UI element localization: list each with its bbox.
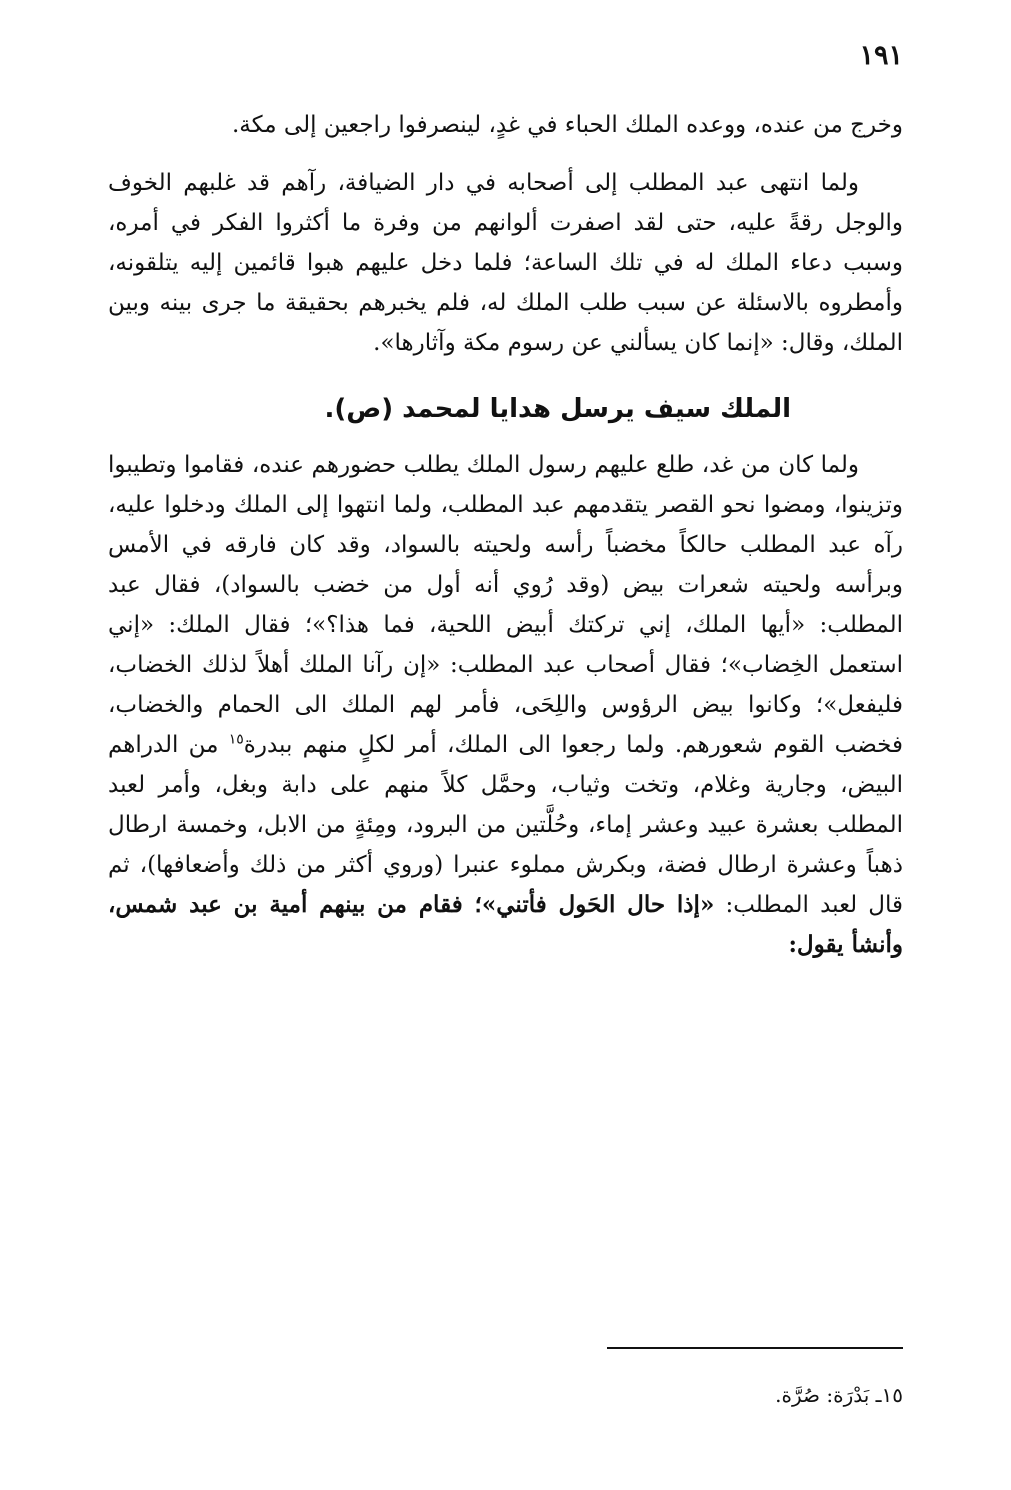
king-quote: «إذا حال الحَول فأتني» bbox=[481, 891, 715, 918]
footnote-reference: ١٥ bbox=[228, 731, 244, 748]
paragraph-arrival: ولما انتهى عبد المطلب إلى أصحابه في دار الضيافة، رآهم قد غلبهم الخوف والوجل رقةً عليه، حتى لقد اصفرت ألوانهم من وفرة ما أكثروا الفكر في أمره، وسبب دعاء الملك له في تلك الساعة؛ فلما دخل عليهم هبوا قائمين إليه يتلقونه، وأمطروه بالاسئلة عن سبب طلب الملك له، فلم يخبرهم بحقيقة ما جرى بينه وبين الملك، وقال: «إنما كان يسألني عن رسوم مكة وآثارها». bbox=[108, 170, 903, 356]
footnote: ١٥ـ بَدْرَة: صُرَّة. bbox=[775, 1383, 903, 1407]
paragraph-gifts-part-1: ولما كان من غد، طلع عليهم رسول الملك يطلب حضورهم عنده، فقاموا وتطيبوا وتزينوا، ومضوا نحو القصر يتقدمهم عبد المطلب، ولما انتهوا إلى الملك ودخلوا عليه، رآه عبد المطلب حالكاً مخضباً رأسه ولحيته بالسواد، وقد كان فارقه في الأمس وبرأسه ولحيته شعرات بيض (وقد رُوي أنه أول من خضب بالسواد)، فقال عبد المطلب: «أيها الملك، إني تركتك أبيض اللحية، فما هذا؟»؛ فقال الملك: «إني استعمل الخِضاب»؛ فقال أصحاب عبد المطلب: «إن رآنا الملك أهلاً لذلك الخضاب، فليفعل»؛ وكانوا بيض الرؤوس واللِحَى، فأمر لهم الملك الى الحمام والخضاب، فخضب القوم شعورهم. ولما رجعوا الى الملك، أمر لكلٍ منهم ببدرة bbox=[108, 452, 903, 758]
body-text bbox=[108, 105, 903, 965]
paragraph-gifts-part-2: من الدراهم البيض، وجارية وغلام، وتخت وثياب، وحمَّل كلاً منهم على دابة وبغل، وأمر لعبد المطلب بعشرة عبيد وعشر إماء، وحُلَّتين من البرود، ومِئةٍ من الابل، وخمسة ارطال ذهباً وعشرة ارطال فضة، وبكرش مملوء عنبرا (وروي أكثر من ذلك وأضعافها)، ثم قال لعبد المطلب: bbox=[108, 732, 904, 918]
paragraph-gifts-part-3: ؛ فقام من بينهم أمية بن عبد شمس، وأنشأ يقول: bbox=[108, 891, 903, 958]
paragraph-continuation: وخرج من عنده، ووعده الملك الحباء في غدٍ، لينصرفوا راجعين إلى مكة. bbox=[231, 112, 903, 138]
page-number: ١٩١ bbox=[859, 40, 903, 71]
paragraph-gifts bbox=[108, 445, 903, 965]
section-heading: الملك سيف يرسل هدايا لمحمد (ص). bbox=[324, 394, 791, 424]
footnote-divider bbox=[607, 1347, 903, 1349]
